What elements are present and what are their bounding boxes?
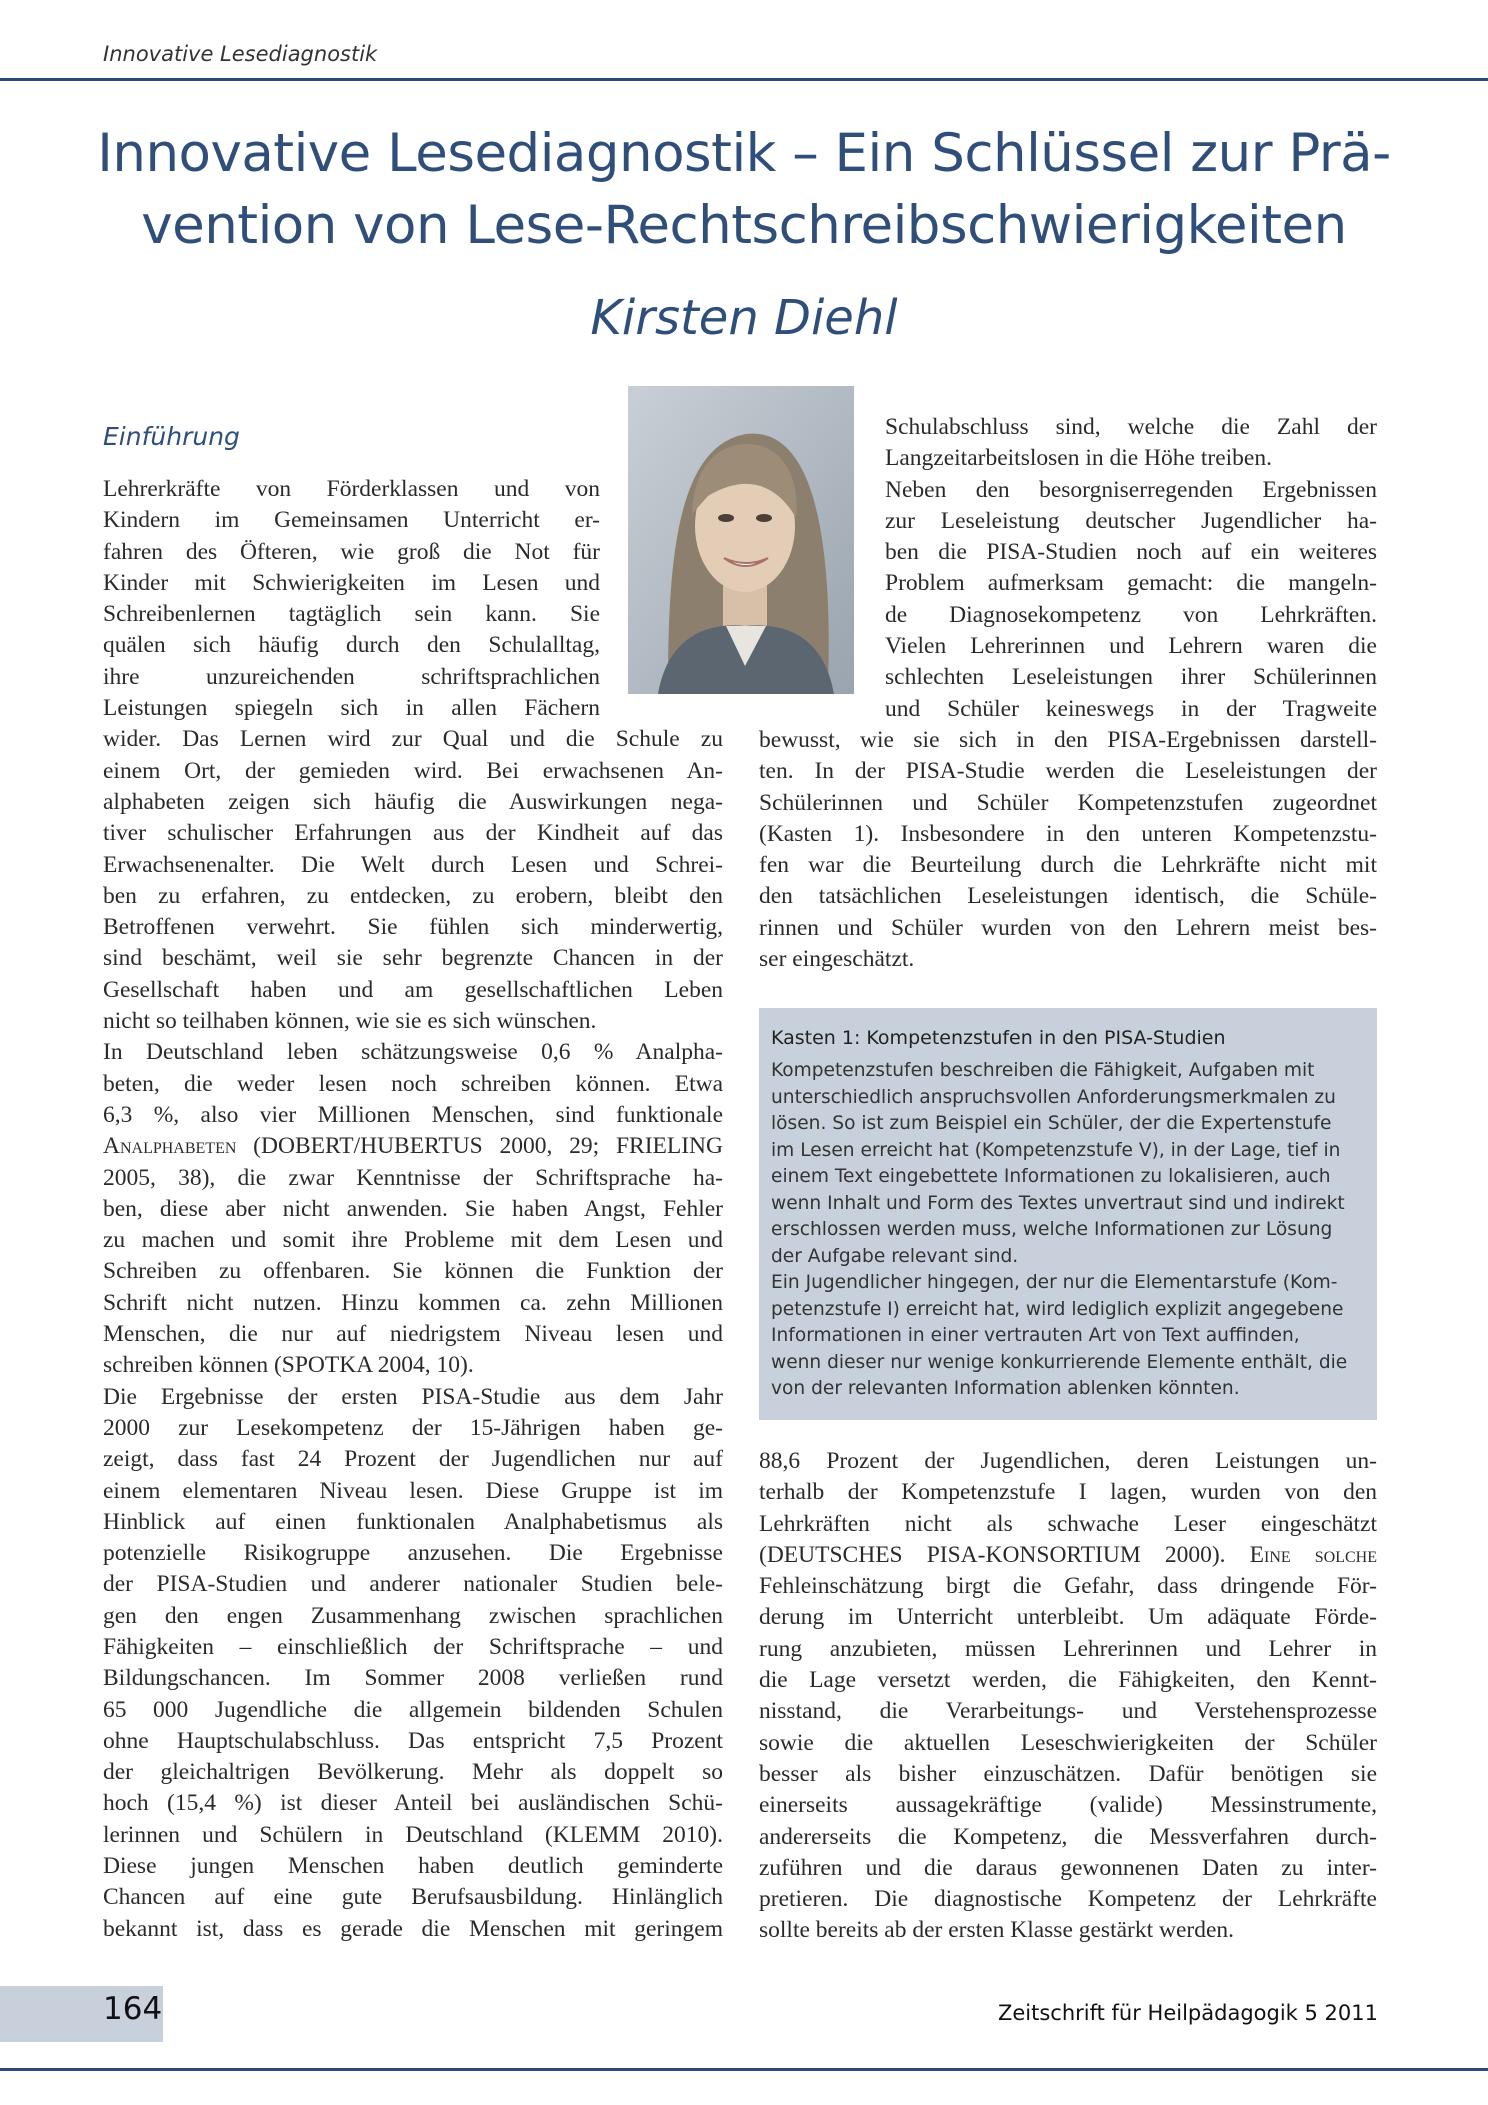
footer-rule — [0, 2068, 1488, 2071]
text-line: zu machen und somit ihre Probleme mit dem Lesen und — [103, 1227, 723, 1254]
author-name: Kirsten Diehl — [590, 290, 898, 346]
text-line: Problem aufmerksam gemacht: die mangeln- — [885, 570, 1377, 597]
box-line: von der relevanten Information ablenken könnten. — [771, 1378, 1240, 1399]
text-line: Lehrerkräfte von Förderklassen und von — [103, 476, 600, 502]
text-line: tiver schulischer Erfahrungen aus der Kindheit auf das — [103, 820, 723, 847]
text-line: Schreiben zu offenbaren. Sie können die Funktion der — [103, 1258, 723, 1285]
text-line: sollte bereits ab der ersten Klasse gestärkt werden. — [759, 1917, 1235, 1944]
text-line: 2005, 38), die zwar Kenntnisse der Schriftsprache ha- — [103, 1164, 723, 1191]
text-line: lerinnen und Schülern in Deutschland (KLEMM 2010). — [103, 1821, 723, 1848]
text-line: In Deutschland leben schätzungsweise 0,6 % Analpha- — [103, 1039, 723, 1066]
text-line: Langzeitarbeitslosen in die Höhe treiben. — [885, 445, 1272, 472]
text-line: der PISA-Studien und anderer nationaler Studien bele- — [103, 1571, 723, 1598]
text-line: Schrift nicht nutzen. Hinzu kommen ca. zehn Millionen — [103, 1289, 723, 1316]
text-line: Fähigkeiten – einschließlich der Schriftsprache – und — [103, 1633, 723, 1660]
title-line-1: Innovative Lesediagnostik – Ein Schlüssel zur Prä- — [97, 123, 1391, 184]
text-line: ben, diese aber nicht anwenden. Sie haben Angst, Fehler — [103, 1195, 723, 1222]
text-line: 88,6 Prozent der Jugendlichen, deren Leistungen un- — [759, 1448, 1377, 1474]
box-line: Informationen in einer vertrauten Art von Text auffinden, — [771, 1325, 1300, 1346]
text-line: ben zu erfahren, zu entdecken, zu erobern, bleibt den — [103, 882, 723, 909]
text-line: zeigt, dass fast 24 Prozent der Jugendlichen nur auf — [103, 1446, 723, 1473]
text-line: Betroffenen verwehrt. Sie fühlen sich minderwertig, — [103, 914, 723, 941]
header-rule — [0, 78, 1488, 81]
text-line: Die Ergebnisse der ersten PISA-Studie aus dem Jahr — [103, 1383, 723, 1410]
text-line: der gleichaltrigen Bevölkerung. Mehr als doppelt so — [103, 1759, 723, 1786]
text-line: alphabeten zeigen sich häufig die Auswirkungen nega- — [103, 788, 723, 815]
text-line: zur Leseleistung deutscher Jugendlicher ha- — [885, 507, 1377, 534]
text-line: Menschen, die nur auf niedrigstem Niveau lesen und — [103, 1321, 723, 1348]
text-line: einerseits aussagekräftige (valide) Messinstrumente, — [759, 1792, 1377, 1819]
text-line: potenzielle Risikogruppe anzusehen. Die Ergebnisse — [103, 1540, 723, 1567]
text-line: Vielen Lehrerinnen und Lehrern waren die — [885, 633, 1377, 660]
text-line: Lehrkräften nicht als schwache Leser eingeschätzt — [759, 1510, 1377, 1537]
box-line: wenn Inhalt und Form des Textes unvertraut sind und indirekt — [771, 1192, 1345, 1214]
text-line: bekannt ist, dass es gerade die Menschen mit geringem — [103, 1915, 723, 1942]
text-line: Fehleinschätzung birgt die Gefahr, dass dringende För- — [759, 1573, 1377, 1600]
text-line: andererseits die Kompetenz, die Messverfahren durch- — [759, 1823, 1377, 1850]
text-line: einem Ort, der gemieden wird. Bei erwachsenen An- — [103, 757, 723, 784]
text-line: sowie die aktuellen Leseschwierigkeiten der Schüler — [759, 1729, 1377, 1756]
box-line: erschlossen werden muss, welche Informationen zur Lösung — [771, 1219, 1333, 1240]
text-line: den tatsächlichen Leseleistungen identisch, die Schüle- — [759, 883, 1377, 910]
text-line: quälen sich häufig durch den Schulalltag, — [103, 632, 600, 659]
text-line: (DEUTSCHES PISA-KONSORTIUM 2000). Eine solche — [759, 1541, 1377, 1568]
text-line: 65 000 Jugendliche die allgemein bildenden Schulen — [103, 1696, 723, 1723]
box-line: Ein Jugendlicher hingegen, der nur die Elementarstufe (Kom- — [771, 1272, 1338, 1293]
text-line: terhalb der Kompetenzstufe I lagen, wurden von den — [759, 1479, 1377, 1506]
info-box-text — [771, 1058, 1371, 1403]
journal-name: Zeitschrift für Heilpädagogik 5 2011 — [997, 2001, 1378, 2025]
title-line-2: vention von Lese-Rechtschreibschwierigkeiten — [141, 195, 1347, 256]
text-line: Erwachsenenalter. Die Welt durch Lesen und Schrei- — [103, 851, 723, 878]
text-line: die Lage versetzt werden, die Fähigkeiten, den Kennt- — [759, 1667, 1377, 1694]
left-column — [103, 474, 723, 1945]
text-line: gen den engen Zusammenhang zwischen sprachlichen — [103, 1602, 723, 1629]
text-line: rinnen und Schüler wurden von den Lehrern meist bes- — [759, 914, 1377, 941]
text-line: bewusst, wie sie sich in den PISA-Ergebnissen darstell- — [759, 726, 1377, 753]
text-line: nisstand, die Verarbeitungs- und Verstehensprozesse — [759, 1698, 1377, 1725]
text-line: Analphabeten (DOBERT/HUBERTUS 2000, 29; FRIELING — [103, 1133, 723, 1160]
text-line: Hinblick auf einen funktionalen Analphabetismus als — [103, 1508, 723, 1535]
box-line: Kompetenzstufen beschreiben die Fähigkeit, Aufgaben mit — [771, 1060, 1315, 1081]
text-line: 2000 zur Lesekompetenz der 15-Jährigen haben ge- — [103, 1414, 723, 1441]
box-line: einem Text eingebettete Informationen zu lokalisieren, auch — [771, 1166, 1331, 1187]
text-line: rung anzubieten, müssen Lehrerinnen und Lehrer in — [759, 1635, 1377, 1662]
text-line: Neben den besorgniserregenden Ergebnissen — [885, 476, 1377, 503]
text-line: ihre unzureichenden schriftsprachlichen — [103, 663, 600, 690]
text-line: pretieren. Die diagnostische Kompetenz der Lehrkräfte — [759, 1886, 1377, 1913]
text-line: wider. Das Lernen wird zur Qual und die Schule zu — [103, 726, 723, 753]
text-line: schreiben können (SPOTKA 2004, 10). — [103, 1352, 474, 1379]
right-column-top — [759, 412, 1377, 975]
text-line: schlechten Leseleistungen ihrer Schülerinnen — [885, 664, 1377, 691]
running-head: Innovative Lesediagnostik — [103, 42, 378, 66]
page-number: 164 — [103, 1991, 163, 2027]
section-heading: Einführung — [103, 422, 240, 451]
text-line: de Diagnosekompetenz von Lehrkräften. — [885, 601, 1377, 628]
box-line: der Aufgabe relevant sind. — [771, 1245, 1019, 1267]
text-line: fen war die Beurteilung durch die Lehrkräfte nicht mit — [759, 852, 1377, 879]
text-line: einem elementaren Niveau lesen. Diese Gruppe ist im — [103, 1477, 723, 1504]
text-line: ser eingeschätzt. — [759, 946, 915, 973]
text-line: Leistungen spiegeln sich in allen Fächern — [103, 695, 600, 722]
box-line: unterschiedlich anspruchsvollen Anforderungsmerkmalen zu — [771, 1086, 1336, 1108]
text-line: Schreibenlernen tagtäglich sein kann. Sie — [103, 601, 600, 628]
text-line: beten, die weder lesen noch schreiben können. Etwa — [103, 1070, 723, 1097]
text-line: nicht so teilhaben können, wie sie es sich wünschen. — [103, 1008, 597, 1035]
text-line: Kindern im Gemeinsamen Unterricht er- — [103, 507, 600, 534]
box-line: lösen. So ist zum Beispiel ein Schüler, der die Expertenstufe — [771, 1113, 1332, 1134]
text-line: Schülerinnen und Schüler Kompetenzstufen zugeordnet — [759, 789, 1377, 816]
text-line: zuführen und die daraus gewonnenen Daten zu inter- — [759, 1854, 1377, 1881]
info-box-title: Kasten 1: Kompetenzstufen in den PISA-Studien — [771, 1027, 1226, 1049]
text-line: Gesellschaft haben und am gesellschaftlichen Leben — [103, 976, 723, 1003]
box-line: im Lesen erreicht hat (Kompetenzstufe V), in der Lage, tief in — [771, 1139, 1341, 1161]
text-line: besser als bisher einzuschätzen. Dafür benötigen sie — [759, 1760, 1377, 1787]
text-line: Diese jungen Menschen haben deutlich geminderte — [103, 1853, 723, 1880]
article-title — [60, 118, 1428, 262]
text-line: Kinder mit Schwierigkeiten im Lesen und — [103, 569, 600, 596]
text-line: (Kasten 1). Insbesondere in den unteren Kompetenzstu- — [759, 820, 1377, 847]
text-line: ten. In der PISA-Studie werden die Leseleistungen der — [759, 758, 1377, 785]
text-line: Chancen auf eine gute Berufsausbildung. Hinlänglich — [103, 1884, 723, 1911]
text-line: derung im Unterricht unterbleibt. Um adäquate Förde- — [759, 1604, 1377, 1631]
right-column-bottom — [759, 1446, 1377, 1947]
text-line: 6,3 %, also vier Millionen Menschen, sind funktionale — [103, 1101, 723, 1128]
text-line: Schulabschluss sind, welche die Zahl der — [885, 414, 1377, 440]
text-line: ohne Hauptschulabschluss. Das entspricht 7,5 Prozent — [103, 1727, 723, 1754]
text-line: und Schüler keineswegs in der Tragweite — [885, 695, 1377, 722]
box-line: wenn dieser nur wenige konkurrierende Elemente enthält, die — [771, 1351, 1348, 1373]
text-line: Bildungschancen. Im Sommer 2008 verließen rund — [103, 1665, 723, 1692]
text-line: fahren des Öfteren, wie groß die Not für — [103, 538, 600, 565]
box-line: petenzstufe I) erreicht hat, wird lediglich explizit angegebene — [771, 1298, 1344, 1320]
text-line: sind beschämt, weil sie sehr begrenzte Chancen in der — [103, 945, 723, 972]
text-line: ben die PISA-Studien noch auf ein weiteres — [885, 539, 1377, 566]
text-line: hoch (15,4 %) ist dieser Anteil bei ausländischen Schü- — [103, 1790, 723, 1817]
